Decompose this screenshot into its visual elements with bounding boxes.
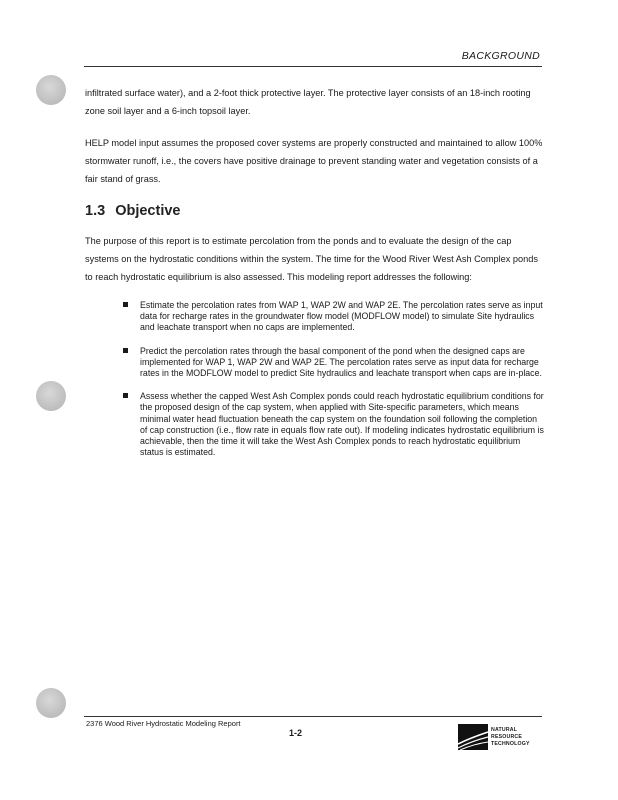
- page-number: 1-2: [289, 728, 303, 738]
- section-paragraph: The purpose of this report is to estimate percolation from the ponds and to evaluate the design of the cap systems on the hydrostatic conditions within the system. The time for the Wood River West Ash Complex ponds to reach hydrostatic equilibrium is also assessed. This modeling report addresses the following:: [85, 236, 538, 282]
- section-number: 1.3: [85, 203, 106, 219]
- intro-paragraph-1: infiltrated surface water), and a 2-foot thick protective layer. The protective layer consists of an 18-inch rooting zone soil layer and a 6-inch topsoil layer.: [85, 88, 531, 116]
- logo-line: NATURAL: [491, 726, 518, 733]
- header-rule: [84, 66, 542, 67]
- list-item: [123, 391, 545, 458]
- logo-mark-icon: [458, 724, 488, 750]
- list-item-text: Assess whether the capped West Ash Complex ponds could reach hydrostatic equilibrium conditions for the proposed design of the cap system, when applied with Site-specific parameters, which means minimal water head fluctuation beneath the cap system on the foundation soil following the completion of cap construction (i.e., flow rate in equals flow rate out). If modeling indicates hydrostatic equilibrium is achievable, then the time it will take the West Ash Complex ponds to reach hydrostatic equilibrium status is estimated.: [140, 391, 544, 458]
- list-item-text: Estimate the percolation rates from WAP 1, WAP 2W and WAP 2E. The percolation rates serve as input data for recharge rates in the groundwater flow model (MODFLOW model) to simulate Site hydraulics and leachate transport when no caps are implemented.: [140, 300, 543, 333]
- section-heading: [85, 202, 545, 220]
- punch-hole-bottom: [36, 688, 66, 718]
- logo-text: [491, 727, 530, 748]
- logo-line: TECHNOLOGY: [491, 740, 530, 747]
- list-item: [123, 346, 545, 380]
- bullet-square-icon: [123, 393, 128, 398]
- intro-paragraph-2: HELP model input assumes the proposed cover systems are properly constructed and maintained to allow 100% stormwater runoff, i.e., the covers have positive drainage to prevent standing water and vegetation consists of a fair stand of grass.: [85, 138, 543, 184]
- logo-line: RESOURCE: [491, 733, 523, 740]
- footer-report-title: 2376 Wood River Hydrostatic Modeling Report: [86, 719, 241, 728]
- page-content: [85, 84, 545, 470]
- list-item-text: Predict the percolation rates through the basal component of the pond when the designed caps are implemented for WAP 1, WAP 2W and WAP 2E. The percolation rates serve as input data for recharge rates in the MODFLOW model to predict Site hydraulics and leachate transport when caps are in-place.: [140, 345, 542, 379]
- objective-list: [85, 300, 545, 458]
- footer-rule: [84, 716, 542, 717]
- list-item: [123, 300, 545, 334]
- running-header: BACKGROUND: [461, 50, 540, 62]
- section-title: Objective: [115, 203, 181, 219]
- company-logo: [458, 724, 530, 750]
- bullet-square-icon: [123, 348, 128, 353]
- bullet-square-icon: [123, 302, 128, 307]
- punch-hole-middle: [36, 381, 66, 411]
- punch-hole-top: [36, 75, 66, 105]
